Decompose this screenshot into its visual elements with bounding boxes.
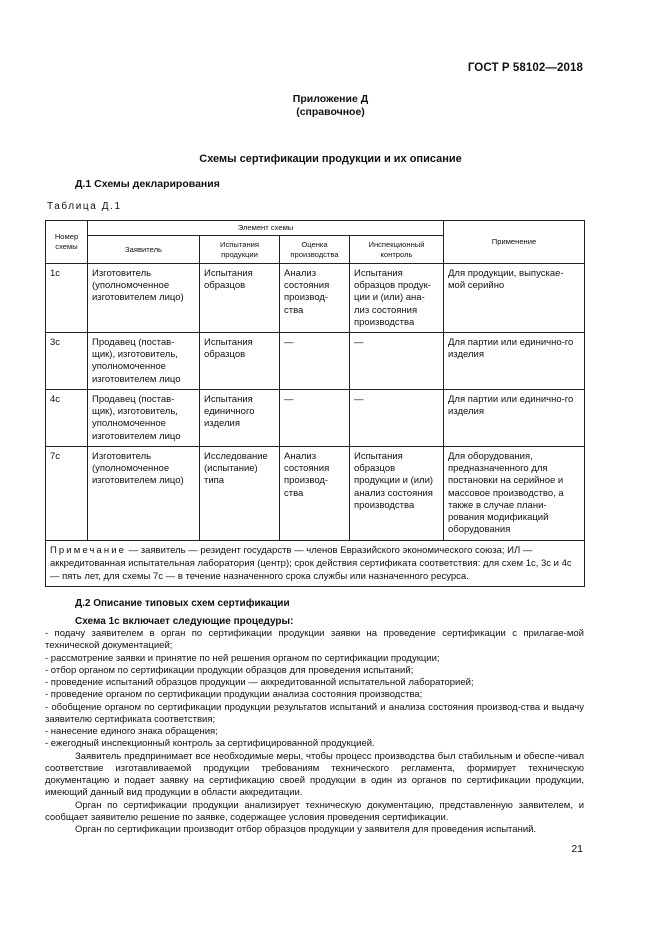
table-row [46,333,585,390]
table-row [46,447,585,541]
header-scheme-number: Номер схемы [46,221,88,264]
main-title: Схемы сертификации продукции и их описание [199,153,462,165]
cell-testing: Испытания единичного изделия [200,390,280,447]
cell-applicant: Продавец (постав-щик), изготовитель, уполномоченное изготовителем лицо [88,390,200,447]
list-item: - отбор органом по сертификации продукции образцов для проведения испытаний; [45,664,414,676]
cell-inspection: — [350,333,444,390]
cell-inspection: — [350,390,444,447]
table-note-row [46,541,585,587]
cell-applicant: Продавец (постав-щик), изготовитель, уполномоченное изготовителем лицо [88,333,200,390]
cell-production-assessment: Анализ состояния производ-ства [280,447,350,541]
header-applicant: Заявитель [88,236,200,264]
list-item: - ежегодный инспекционный контроль за сертифицированной продукцией. [45,738,375,750]
cell-number: 7с [46,447,88,541]
cell-production-assessment: — [280,333,350,390]
header-production-assessment: Оценка производства [280,236,350,264]
page-number: 21 [571,843,583,855]
paragraph: Орган по сертификации продукции анализирует техническую документацию, представленную заявителем, и сообщает заявителю решение по заявке, содержащее условия проведения сертификации. [45,799,584,823]
list-item: - рассмотрение заявки и принятие по ней решения органом по сертификации продукции; [45,652,440,664]
schemes-table [45,220,585,587]
list-item: - нанесение единого знака обращения; [45,726,218,737]
table-note [46,541,585,587]
scheme-1c-title: Схема 1с включает следующие процедуры: [75,616,294,627]
cell-applicant: Изготовитель (уполномоченное изготовителем лицо) [88,447,200,541]
cell-number: 4с [46,390,88,447]
section-2 [45,598,584,836]
cell-application: Для партии или единично-го изделия [444,333,585,390]
table-label: Таблица Д.1 [47,201,122,212]
cell-number: 1с [46,264,88,333]
paragraph: Заявитель предпринимает все необходимые меры, чтобы процесс производства был стабильным и обеспе-чивал соответствие изготавливаемой продукции требованиям технического регламента, формирует техническую документацию и подает заявку на сертификацию своей продукции в один из органов по сертификации продукции, имеющий данный вид продукции в области аккредитации. [45,750,584,799]
cell-number: 3с [46,333,88,390]
table-row [46,264,585,333]
list-item: - обобщение органом по сертификации продукции результатов испытаний и анализа состояния производ-ства и выдачу заявителю сертификата соответствия; [45,701,584,725]
cell-applicant: Изготовитель (уполномоченное изготовителем лицо) [88,264,200,333]
list-item: - проведение испытаний образцов продукции — аккредитованной испытательной лабораторией; [45,677,474,688]
appendix-subtitle: (справочное) [296,106,365,118]
cell-testing: Испытания образцов [200,333,280,390]
table-row [46,390,585,447]
appendix-title: Приложение Д [292,93,369,105]
cell-production-assessment: Анализ состояния производ-ства [280,264,350,333]
note-label: Примечание [50,545,126,557]
header-application: Применение [444,221,585,264]
standard-code: ГОСТ Р 58102—2018 [467,62,583,74]
section-2-title: Д.2 Описание типовых схем сертификации [75,598,290,609]
header-element-group: Элемент схемы [88,221,444,236]
header-inspection: Инспекционный контроль [350,236,444,264]
header-testing: Испытания продукции [200,236,280,264]
cell-inspection: Испытания образцов продукции и (или) анализ состояния производства [350,447,444,541]
cell-testing: Исследование (испытание) типа [200,447,280,541]
paragraph: Орган по сертификации производит отбор образцов продукции у заявителя для проведения испытаний. [75,824,537,835]
list-item: - подачу заявителем в орган по сертификации продукции заявки на проведение сертификации с прилагае-мой технической документацией; [45,628,584,652]
cell-inspection: Испытания образцов продук-ции и (или) ана-лиз состояния производства [350,264,444,333]
cell-application: Для партии или единично-го изделия [444,390,585,447]
section-1-title: Д.1 Схемы декларирования [75,178,220,190]
note-text: — заявитель — резидент государств — членов Евразийского экономического союза; ИЛ — аккредитованная испытательная лаборатория (центр); срок действия сертификата соответствия: для схем 1с, 3с и 4с — пять лет, для схемы 7с — в течение назначенного срока службы или назначенного ресурса. [50,545,572,582]
cell-testing: Испытания образцов [200,264,280,333]
cell-production-assessment: — [280,390,350,447]
appendix-heading [0,93,661,119]
list-item: - проведение органом по сертификации продукции анализа состояния производства; [45,689,423,701]
cell-application: Для оборудования, предназначенного для постановки на серийное и массовое производство, а также в случае плани-рования модификаций оборудования [444,447,585,541]
cell-application: Для продукции, выпускае-мой серийно [444,264,585,333]
